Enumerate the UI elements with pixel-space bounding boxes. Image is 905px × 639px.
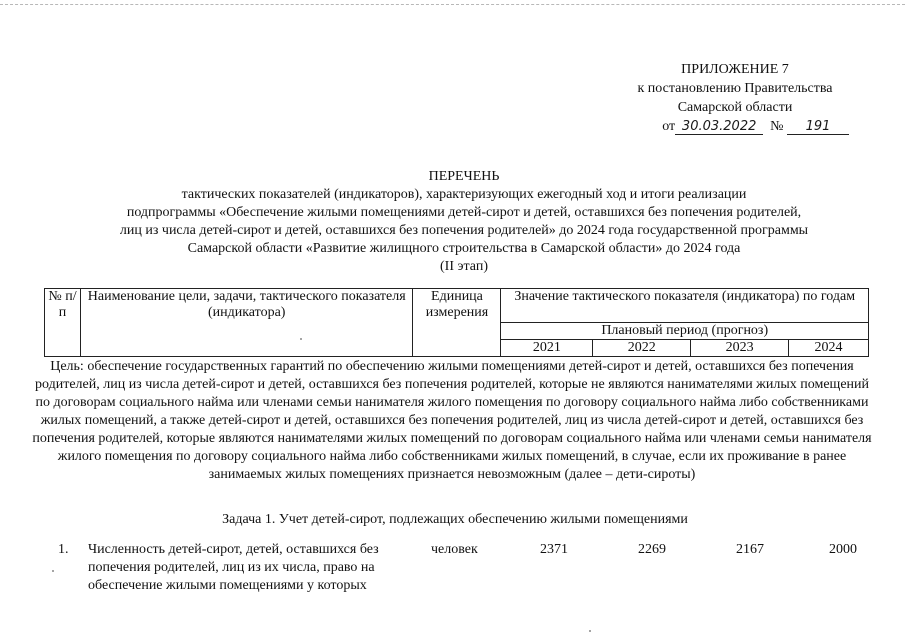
document-title-block bbox=[60, 168, 868, 276]
row-name bbox=[88, 541, 418, 595]
annex-line-1: к постановлению Правительства bbox=[637, 81, 833, 96]
document-heading: ПЕРЕЧЕНЬ bbox=[428, 169, 500, 184]
header-year: 2024 bbox=[789, 340, 869, 357]
annex-line-2: Самарской области bbox=[677, 100, 793, 115]
header-num: № п/п bbox=[45, 289, 81, 357]
task-heading: Задача 1. Учет детей-сирот, подлежащих обеспечению жилыми помещениями bbox=[222, 512, 688, 527]
row-unit: человек bbox=[431, 542, 478, 557]
document-line: тактических показателей (индикаторов), характеризующих ежегодный ход и итоги реализации bbox=[181, 187, 747, 202]
document-line: подпрограммы «Обеспечение жилыми помещениями детей-сирот и детей, оставшихся без попечения родителей, bbox=[126, 205, 802, 220]
annex-title: ПРИЛОЖЕНИЕ 7 bbox=[681, 62, 789, 77]
header-year: 2021 bbox=[501, 340, 593, 357]
annex-signature-line bbox=[615, 117, 855, 136]
indicators-table-header bbox=[44, 288, 869, 357]
header-name: Наименование цели, задачи, тактического показателя (индикатора) bbox=[80, 289, 413, 357]
row-number: 1. bbox=[58, 542, 69, 557]
row-value-2022: 2269 bbox=[638, 542, 666, 557]
row-value-2024: 2000 bbox=[829, 542, 857, 557]
document-line: лиц из числа детей-сирот и детей, оставшихся без попечения родителей» до 2024 года государственной программы bbox=[119, 223, 809, 238]
document-line: (II этап) bbox=[440, 259, 488, 274]
goal-paragraph: Цель: обеспечение государственных гарантий по обеспечению жилыми помещениями детей-сирот и детей, оставшихся без попечения родителей, лиц из числа детей-сирот и детей, оставшихся без попечения родителей, которые не являются нанимателями жилых помещений по договорам социального найма или членами семьи нанимателя жилого помещения по договору социального найма либо собственниками жилых помещений, а также детей-сирот и детей, оставшихся без попечения родителей, лиц из числа детей-сирот и детей, оставшихся без попечения родителей, которые являются нанимателями жилых помещений по договорам социального найма или членами семьи нанимателя жилого помещения по договору социального найма либо собственниками жилых помещений, в случае, если их проживание в ранее занимаемых жилых помещениях признается невозможным (далее – дети-сироты) bbox=[32, 359, 872, 482]
row-name-line: Численность детей-сирот, детей, оставшихся без bbox=[88, 542, 379, 557]
row-name-line: попечения родителей, лиц из их числа, право на bbox=[88, 560, 375, 575]
header-planned: Плановый период (прогноз) bbox=[501, 323, 869, 340]
annex-block bbox=[615, 60, 855, 136]
handwritten-date: 30.03.2022 bbox=[675, 119, 763, 135]
scan-top-border bbox=[0, 4, 905, 5]
row-name-line: обеспечение жилыми помещениями у которых bbox=[88, 578, 367, 593]
number-prefix: № bbox=[770, 119, 784, 134]
header-value: Значение тактического показателя (индикатора) по годам bbox=[501, 289, 869, 323]
row-value-2023: 2167 bbox=[736, 542, 764, 557]
date-prefix: от bbox=[662, 119, 676, 134]
scan-speck bbox=[589, 630, 591, 632]
scan-speck bbox=[52, 570, 54, 572]
scan-speck bbox=[300, 338, 302, 340]
header-year: 2022 bbox=[593, 340, 691, 357]
row-value-2021: 2371 bbox=[540, 542, 568, 557]
header-unit: Единица измерения bbox=[413, 289, 501, 357]
handwritten-number: 191 bbox=[787, 119, 849, 135]
header-year: 2023 bbox=[691, 340, 789, 357]
document-line: Самарской области «Развитие жилищного строительства в Самарской области» до 2024 года bbox=[187, 241, 741, 256]
